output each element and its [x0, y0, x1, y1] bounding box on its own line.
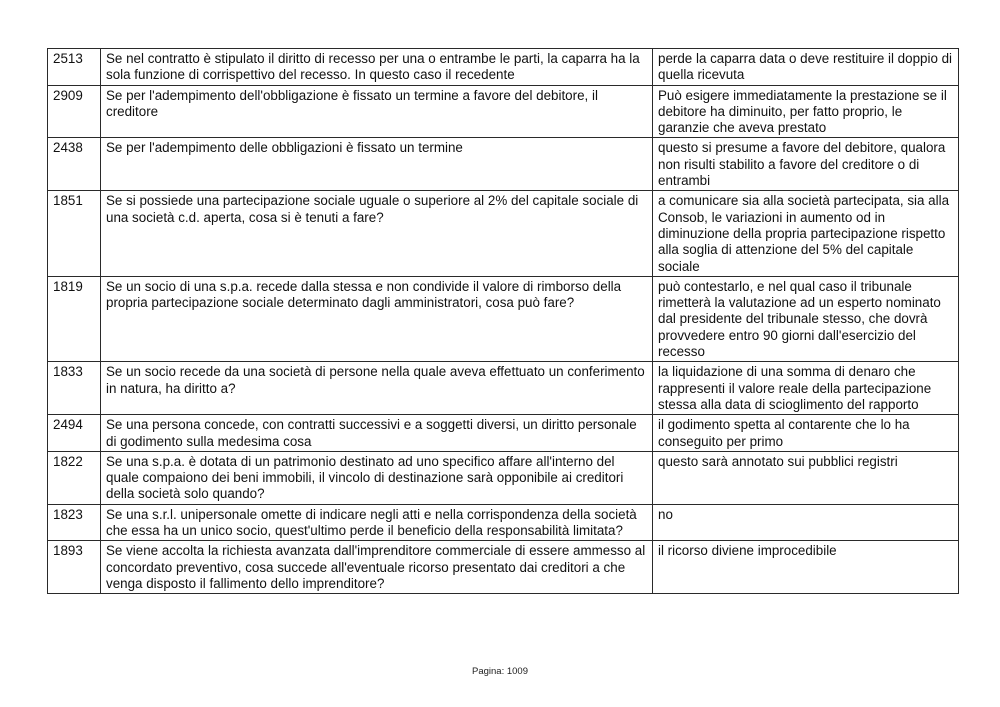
answer-cell: no	[653, 504, 959, 541]
page-number: Pagina: 1009	[472, 666, 528, 677]
answer-cell: il ricorso diviene improcedibile	[653, 541, 959, 594]
answer-cell: Può esigere immediatamente la prestazione se il debitore ha diminuito, per fatto proprio, le garanzie che aveva prestato	[653, 85, 959, 138]
answer-cell: questo sarà annotato sui pubblici registri	[653, 451, 959, 504]
answer-cell: può contestarlo, e nel qual caso il tribunale rimetterà la valutazione ad un esperto nominato dal presidente del tribunale stesso, che dovrà provvedere entro 90 giorni dall'esercizio del recesso	[653, 276, 959, 361]
answer-cell: la liquidazione di una somma di denaro che rappresenti il valore reale della partecipazione stessa alla data di scioglimento del rapporto	[653, 362, 959, 415]
row-id-cell: 2909	[48, 85, 101, 138]
table-row	[48, 504, 959, 541]
table-row	[48, 415, 959, 452]
row-id-cell: 1893	[48, 541, 101, 594]
row-id-cell: 1823	[48, 504, 101, 541]
question-cell: Se una persona concede, con contratti successivi e a soggetti diversi, un diritto personale di godimento sulla medesima cosa	[101, 415, 653, 452]
answer-cell: a comunicare sia alla società partecipata, sia alla Consob, le variazioni in aumento od in diminuzione della propria partecipazione rispetto alla soglia di attenzione del 5% del capitale sociale	[653, 191, 959, 276]
question-cell: Se una s.p.a. è dotata di un patrimonio destinato ad uno specifico affare all'interno del quale compaiono dei beni immobili, il vincolo di destinazione sarà opponibile ai creditori della società solo quando?	[101, 451, 653, 504]
table-row	[48, 541, 959, 594]
table-row	[48, 85, 959, 138]
row-id-cell: 1819	[48, 276, 101, 361]
question-cell: Se un socio di una s.p.a. recede dalla stessa e non condivide il valore di rimborso della propria partecipazione sociale determinato dagli amministratori, cosa può fare?	[101, 276, 653, 361]
row-id-cell: 2494	[48, 415, 101, 452]
question-cell: Se viene accolta la richiesta avanzata dall'imprenditore commerciale di essere ammesso al concordato preventivo, cosa succede all'eventuale ricorso presentato dai creditori a che venga disposto il fallimento dello imprenditore?	[101, 541, 653, 594]
row-id-cell: 1833	[48, 362, 101, 415]
question-cell: Se una s.r.l. unipersonale omette di indicare negli atti e nella corrispondenza della società che essa ha un unico socio, quest'ultimo perde il beneficio della responsabilità limitata?	[101, 504, 653, 541]
row-id-cell: 2438	[48, 138, 101, 191]
table-row	[48, 191, 959, 276]
table-row	[48, 49, 959, 86]
table-row	[48, 362, 959, 415]
qa-table	[47, 48, 959, 594]
question-cell: Se un socio recede da una società di persone nella quale aveva effettuato un conferimento in natura, ha diritto a?	[101, 362, 653, 415]
row-id-cell: 2513	[48, 49, 101, 86]
table-row	[48, 451, 959, 504]
row-id-cell: 1822	[48, 451, 101, 504]
answer-cell: perde la caparra data o deve restituire il doppio di quella ricevuta	[653, 49, 959, 86]
answer-cell: il godimento spetta al contarente che lo ha conseguito per primo	[653, 415, 959, 452]
question-cell: Se per l'adempimento dell'obbligazione è fissato un termine a favore del debitore, il creditore	[101, 85, 653, 138]
qa-table-body	[48, 49, 959, 594]
question-cell: Se nel contratto è stipulato il diritto di recesso per una o entrambe le parti, la caparra ha la sola funzione di corrispettivo del recesso. In questo caso il recedente	[101, 49, 653, 86]
table-row	[48, 138, 959, 191]
answer-cell: questo si presume a favore del debitore, qualora non risulti stabilito a favore del creditore o di entrambi	[653, 138, 959, 191]
row-id-cell: 1851	[48, 191, 101, 276]
question-cell: Se per l'adempimento delle obbligazioni è fissato un termine	[101, 138, 653, 191]
question-cell: Se si possiede una partecipazione sociale uguale o superiore al 2% del capitale sociale di una società c.d. aperta, cosa si è tenuti a fare?	[101, 191, 653, 276]
table-row	[48, 276, 959, 361]
